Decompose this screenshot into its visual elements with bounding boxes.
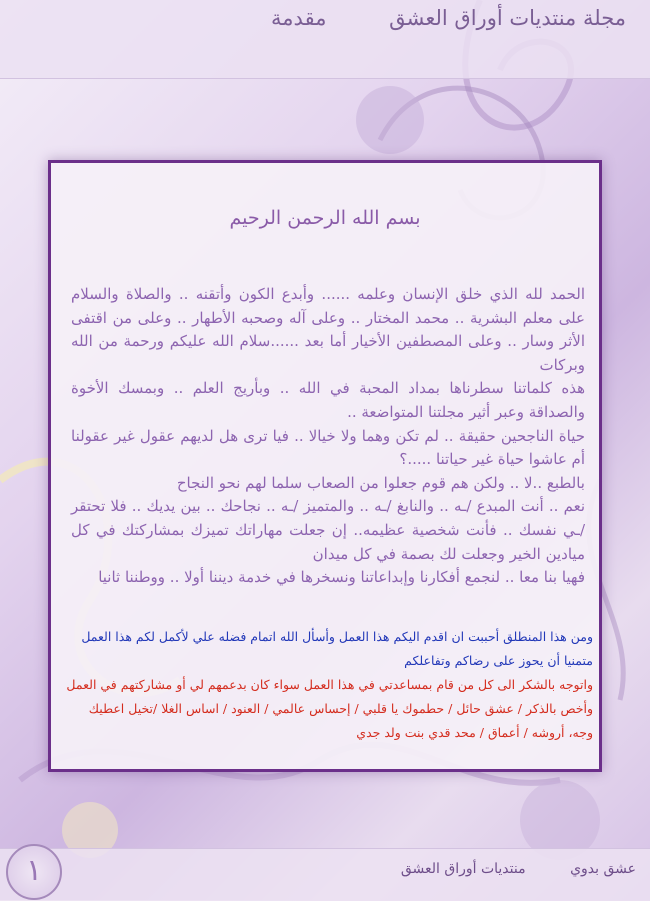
content-card [48, 160, 602, 772]
paragraph-call: فهيا بنا معا .. لنجمع أفكارنا وإبداعاتنا ونسخرها في خدمة ديننا أولا .. ووطننا ثانيا [98, 568, 585, 587]
closing-blue-text: ومن هذا المنطلق أحببت ان اقدم اليكم هذا العمل وأسأل الله اتمام فضله علي لأكمل لكم هذا العمل متمنيا أن يحوز على رضاكم وتفاعلكم [81, 629, 593, 668]
footer-author: عشق بدوي [570, 861, 636, 877]
magazine-title: مجلة منتديات أوراق العشق [389, 6, 626, 30]
section-title: مقدمة [271, 6, 327, 30]
paragraph-praise: الحمد لله الذي خلق الإنسان وعلمه ...... وأبدع الكون وأتقنه .. والصلاة والسلام على معلم البشرية .. محمد المختار .. وعلى آله وصحبه الأطهار .. وعلى من اقتفى الأثر وسار .. وعلى المصطفين الأخيار أما بعد ......سلام الله عليكم ورحمة من الله وبركات [71, 285, 585, 374]
page-number-badge: ١ [6, 844, 62, 900]
footer-forum: منتديات أوراق العشق [400, 861, 526, 877]
magazine-header [215, 6, 626, 30]
basmala-heading: بسم الله الرحمن الرحيم [229, 207, 421, 229]
paragraph-encouragement: نعم .. أنت المبدع /ـه .. والنابغ /ـه .. والمتميز /ـه .. نجاحك .. بين يديك .. فلا تحتقر /ـي نفسك .. فأنت شخصية عظيمه.. إن جعلت مهاراتك تميزك بمشاركتك في كل ميادين الخير وجعلت لك بصمة في كل ميدان [71, 497, 585, 563]
paragraph-success: حياة الناجحين حقيقة .. لم تكن وهما ولا خيالا .. فيا ترى هل لديهم عقول غير عقولنا أم عاشوا حياة غير حياتنا .....؟ [71, 426, 585, 469]
paragraph-words: هذه كلماتنا سطرناها بمداد المحبة في الله .. وبأريج العلم .. وبمسك الأخوة والصداقة وعبر أثير مجلتنا المتواضعة .. [71, 379, 585, 421]
article-body [71, 283, 585, 590]
footer [361, 861, 636, 877]
paragraph-answer: بالطبع ..لا .. ولكن هم قوم جعلوا من الصعاب سلما لهم نحو النجاح [176, 473, 585, 492]
closing-red-thanks: واتوجه بالشكر الى كل من قام بمساعدتي في هذا العمل سواء كان بدعمهم لي أو مشاركتهم في العمل وأخص بالذكر / عشق حائل / حطموك يا قلبي / إحساس عالمي / العنود / اساس الغلا /تخيل اعطيك وجه، أروشه / أعماق / محد قدي بنت ولد جدي [66, 677, 593, 740]
